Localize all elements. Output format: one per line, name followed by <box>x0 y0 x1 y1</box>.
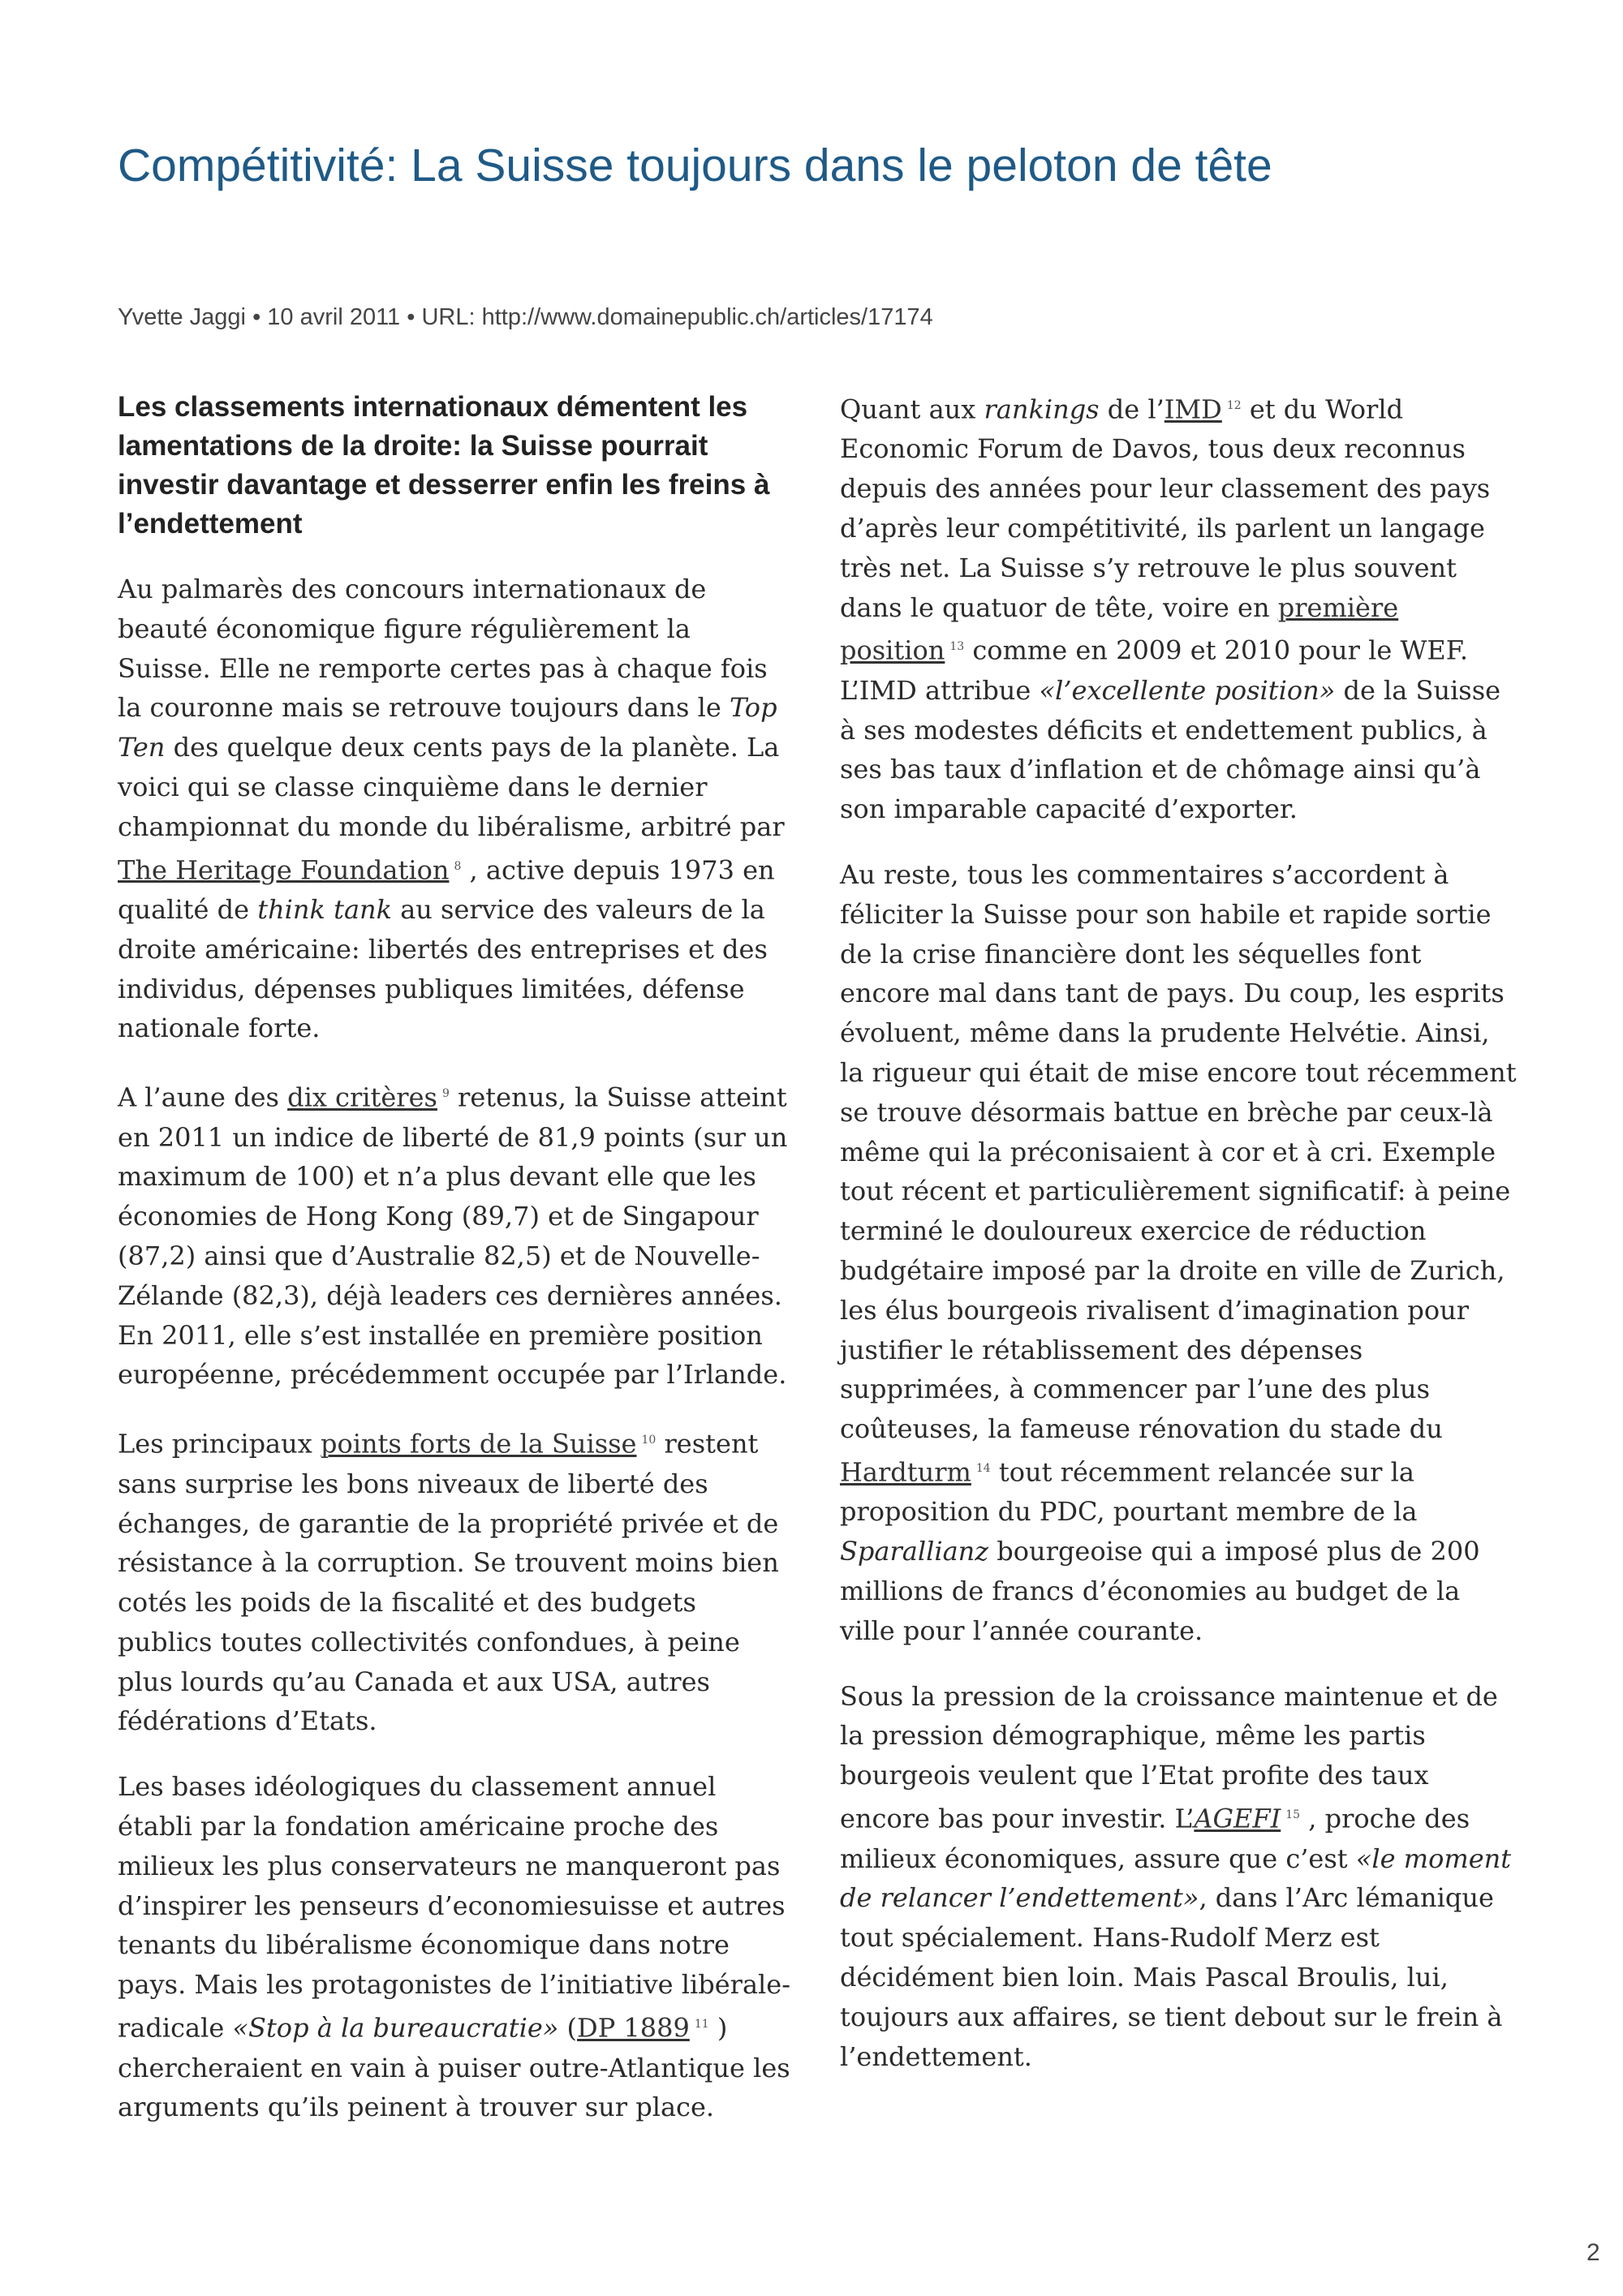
agefi-link[interactable]: AGEFI <box>1194 1803 1281 1834</box>
paragraph: Sous la pression de la croissance maintenue et de la pression démographique, même les partis bourgeois veulent que l’Etat profite des taux encore bas pour investir. L’AGEFI $^{15}$ , proche des milieux économiques, assure que c’est «le moment de relancer l’endettement», dans l’Arc lémanique tout spécialement. Hans-Rudolf Merz est décidément bien loin. Mais Pascal Broulis, lui, toujours aux affaires, se tient debout sur le frein à l’endettement. <box>840 1680 1512 2072</box>
separator: • <box>407 304 422 330</box>
byline <box>118 304 933 331</box>
footnote-ref[interactable]: 9 <box>441 1087 450 1101</box>
footnote-ref[interactable]: 10 <box>641 1434 657 1447</box>
footnote-ref[interactable]: 11 <box>694 2018 709 2032</box>
author: Yvette Jaggi <box>118 304 246 330</box>
heritage-foundation-link[interactable]: The Heritage Foundation <box>118 854 450 886</box>
paragraph: Quant aux rankings de l’IMD $^{12}$ et du World Economic Forum de Davos, tous deux reconnus depuis des années pour leur classement des pays d’après leur compétitivité, ils parlent un langage très net. La Suisse s’y retrouve le plus souvent dans le quatuor de tête, voire en première position $^{13}$ comme en 2009 et 2010 pour le WEF. L’IMD attribue «l’excellente position» de la Suisse à ses modestes déficits et endettement publics, à ses bas taux d’inflation et de chômage ainsi qu’à son imparable capacité d’exporter. <box>840 393 1501 825</box>
right-column <box>840 386 1518 2102</box>
paragraph: Au reste, tous les commentaires s’accordent à féliciter la Suisse pour son habile et rapide sortie de la crise financière dont les séquelles font encore mal dans tant de pays. Du coup, les esprits évoluent, même dans la prudente Helvétie. Ainsi, la rigueur qui était de mise encore tout récemment se trouve désormais battue en brèche par ceux-là même qui la préconisaient à cor et à cri. Exemple tout récent et particulièrement significatif: à peine terminé le douloureux exercice de réduction budgétaire imposé par la droite en ville de Zurich, les élus bourgeois rivalisent d’imagination pour justifier le rétablissement des dépenses supprimées, à commencer par l’une des plus coûteuses, la fameuse rénovation du stade du Hardturm $^{14}$ tout récemment relancée sur la proposition du PDC, pourtant membre de la Sparallianz bourgeoise qui a imposé plus de 200 millions de francs d’économies au budget de la ville pour l’année courante. <box>840 859 1517 1646</box>
paragraph: Les principaux points forts de la Suisse $^{10}$ restent sans surprise les bons niveaux de liberté des échanges, de garantie de la propriété privée et de résistance à la corruption. Se trouvent moins bien cotés les poids de la fiscalité et des budgets publics toutes collectivités confondues, à peine plus lourds qu’au Canada et aux USA, autres fédérations d’Etats. <box>118 1428 779 1737</box>
article-url[interactable]: http://www.domainepublic.ch/articles/17174 <box>481 304 933 330</box>
hardturm-link[interactable]: Hardturm <box>840 1456 971 1488</box>
imd-link[interactable]: IMD <box>1164 393 1222 425</box>
dp-1889-link[interactable]: DP 1889 <box>577 2012 690 2044</box>
footnote-ref[interactable]: 12 <box>1226 399 1242 412</box>
paragraph: Les bases idéologiques du classement annuel établi par la fondation américaine proche des milieux les plus conservateurs ne manqueront pas d’inspirer les penseurs d’economiesuisse et autres tenants du libéralisme économique dans notre pays. Mais les protagonistes de l’initiative libérale-radicale «Stop à la bureaucratie» (DP 1889 $^{11}$ ) chercheraient en vain à puiser outre-Atlantique les arguments qu’ils peinent à trouver sur place. <box>118 1771 791 2123</box>
paragraph: A l’aune des dix critères $^9$ retenus, la Suisse atteint en 2011 un indice de liberté de 81,9 points (sur un maximum de 100) et n’a plus devant elle que les économies de Hong Kong (89,7) et de Singapour (87,2) ainsi que d’Australie 82,5) et de Nouvelle-Zélande (82,3), déjà leaders ces dernières années. En 2011, elle s’est installée en première position européenne, précédemment occupée par l’Irlande. <box>118 1081 788 1391</box>
article-title: Compétitivité: La Suisse toujours dans le peloton de tête <box>118 140 1272 191</box>
paragraph: Au palmarès des concours internationaux de beauté économique figure régulièrement la Suisse. Elle ne remporte certes pas à chaque fois la couronne mais se retrouve toujours dans le Top Ten des quelque deux cents pays de la planète. La voici qui se classe cinquième dans le dernier championnat du monde du libéralisme, arbitré par The Heritage Foundation $^8$ , active depuis 1973 en qualité de think tank au service des valeurs de la droite américaine: libertés des entreprises et des individus, dépenses publiques limitées, défense nationale forte. <box>118 574 785 1044</box>
points-forts-link[interactable]: points forts de la Suisse <box>320 1428 637 1460</box>
footnote-ref[interactable]: 14 <box>975 1462 991 1476</box>
separator: • <box>252 304 268 330</box>
footnote-ref[interactable]: 15 <box>1285 1808 1301 1822</box>
date: 10 avril 2011 <box>267 304 401 330</box>
page-number: 2 <box>1586 2239 1600 2266</box>
lede: Les classements internationaux démentent les lamentations de la droite: la Suisse pourrait investir davantage et desserrer enfin les freins à l’endettement <box>118 391 770 540</box>
dix-criteres-link[interactable]: dix critères <box>287 1081 437 1113</box>
premiere-position-link[interactable]: première position <box>840 591 1399 667</box>
footnote-ref[interactable]: 8 <box>454 859 462 873</box>
left-column <box>118 388 791 2153</box>
footnote-ref[interactable]: 13 <box>949 640 965 654</box>
url-label: URL: <box>421 304 476 330</box>
